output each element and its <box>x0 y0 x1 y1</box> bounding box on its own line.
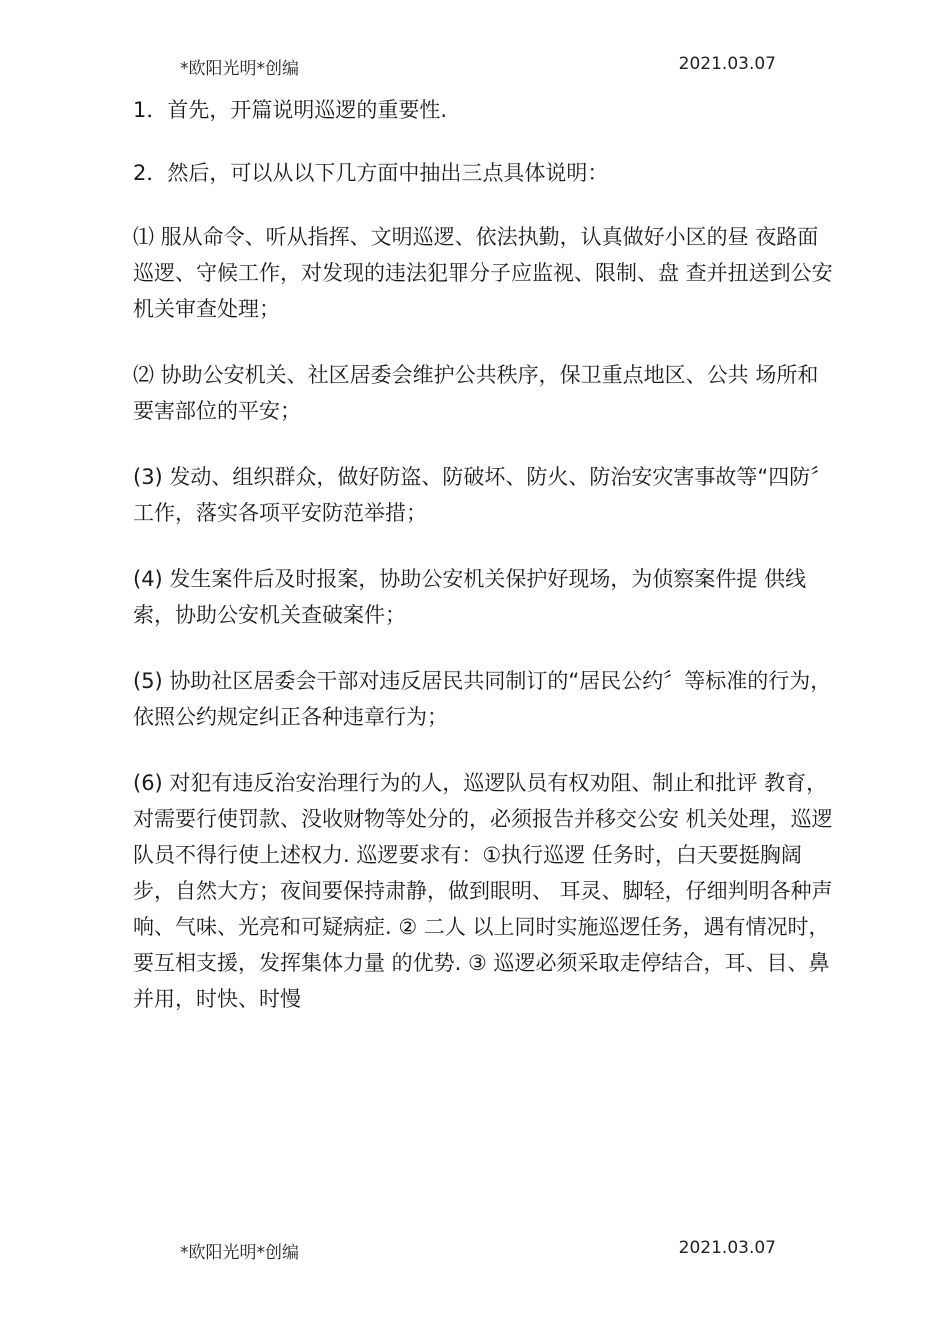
page-footer <box>180 1238 776 1263</box>
header-author: *欧阳光明*创编 <box>180 59 299 79</box>
paragraph-item-6: (6) 对犯有违反治安治理行为的人，巡逻队员有权劝阻、制止和批评 教育，对需要行使罚款、没收财物等处分的，必须报告并移交公安 机关处理，巡逻队员不得行使上述权力. 巡逻要求有：①执行巡逻 任务时，白天要挺胸阔步，自然大方；夜间要保持肃静，做到眼明、 耳灵、脚轻，仔细判明各种声响、气味、光亮和可疑病症. ② 二人 以上同时实施巡逻任务，遇有情况时，要互相支援，发挥集体力量 的优势. ③ 巡逻必须采取走停结合，耳、目、鼻并用，时快、时慢 <box>133 771 833 1011</box>
paragraph-item-1: ⑴ 服从命令、听从指挥、文明巡逻、依法执勤，认真做好小区的昼 夜路面巡逻、守候工作，对发现的违法犯罪分子应监视、限制、盘 查并扭送到公安机关审查处理； <box>133 225 833 321</box>
page-header <box>180 54 776 79</box>
paragraph-item-3: (3) 发动、组织群众，做好防盗、防破坏、防火、防治安灾害事故等“四防〞工作，落实各项平安防范举措； <box>133 465 832 525</box>
document-body <box>133 92 833 1047</box>
footer-date: 2021.03.07 <box>678 1238 776 1258</box>
paragraph-2: 2．然后，可以从以下几方面中抽出三点具体说明： <box>133 161 609 185</box>
footer-author: *欧阳光明*创编 <box>180 1243 299 1263</box>
header-date: 2021.03.07 <box>678 54 776 74</box>
paragraph-item-2: ⑵ 协助公安机关、社区居委会维护公共秩序，保卫重点地区、公共 场所和要害部位的平安； <box>133 363 819 423</box>
paragraph-item-5: (5) 协助社区居委会干部对违反居民共同制订的“居民公约〞等标准的行为，依照公约规定纠正各种违章行为； <box>133 669 832 729</box>
paragraph-item-4: (4) 发生案件后及时报案，协助公安机关保护好现场，为侦察案件提 供线索，协助公安机关查破案件； <box>133 567 807 627</box>
paragraph-1: 1．首先，开篇说明巡逻的重要性. <box>133 98 448 122</box>
